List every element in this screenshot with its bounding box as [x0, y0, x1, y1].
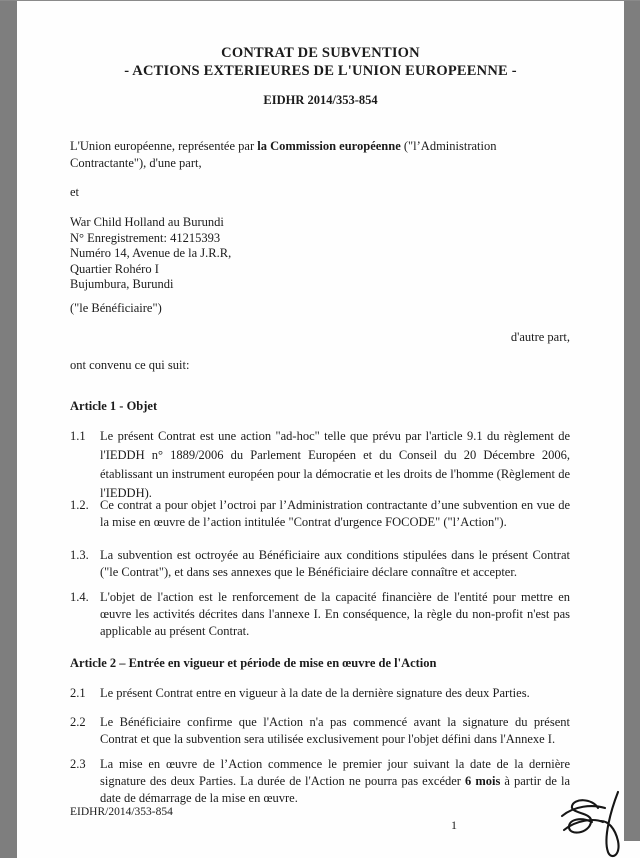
city-country: Bujumbura, Burundi — [70, 277, 174, 291]
clause-2-2-number: 2.2 — [70, 715, 86, 729]
registration-number: N° Enregistrement: 41215393 — [70, 230, 221, 245]
clause-1-4-text: L'objet de l'action est le renforcement de la capacité financière de l'entité pour mettre en œuvre les activités décrites dans l'annexe I. En conséquence, la règle du non-profit n'est pas applicable au présent Contrat. — [100, 590, 570, 638]
intro-post: ("l’Administration Contractante"), d'une part, — [70, 139, 497, 170]
clause-2-2-text: Le Bénéficiaire confirme que l'Action n'a pas commencé avant la signature du présent Contrat et que la subvention sera utilisée exclusivement pour l'objet défini dans l'Annexe I. — [100, 715, 570, 746]
clause-1-4 — [70, 589, 570, 640]
clause-2-3 — [70, 756, 570, 807]
intro-paragraph — [70, 138, 528, 172]
clause-2-3-text — [100, 756, 570, 807]
clause-2-3-bold: 6 mois — [465, 774, 501, 788]
title-line-2: - ACTIONS EXTERIEURES DE L'UNION EUROPEENNE - — [124, 63, 517, 79]
clause-2-3-pre: La mise en œuvre de l’Action commence le premier jour suivant la date de la dernière signature des deux Parties. La durée de l'Action ne pourra pas excéder — [100, 757, 570, 788]
document-title — [17, 44, 624, 80]
clause-1-2 — [70, 497, 570, 531]
connector-et: et — [70, 185, 80, 199]
page-number: 1 — [451, 818, 457, 832]
clause-2-1-number: 2.1 — [70, 686, 86, 700]
title-line-1: CONTRAT DE SUBVENTION — [221, 45, 420, 61]
clause-2-1 — [70, 685, 570, 702]
clause-2-3-number: 2.3 — [70, 757, 86, 771]
scan-edge-top — [0, 0, 640, 1]
clause-2-1-text: Le présent Contrat entre en vigueur à la date de la dernière signature des deux Parties. — [100, 686, 530, 700]
clause-1-3-text: La subvention est octroyée au Bénéficiaire aux conditions stipulées dans le présent Contrat ("le Contrat"), et dans ses annexes que le Bénéficiaire déclare connaître et accepter. — [100, 548, 570, 579]
clause-2-3-post: à partir de la date de démarrage de la mise en œuvre. — [100, 774, 571, 805]
clause-1-2-text: Ce contrat a pour objet l’octroi par l’Administration contractante d’une subvention en vue de la mise en œuvre de l’action intitulée "Contrat d'urgence FOCODE" ("l’Action"). — [100, 498, 570, 529]
beneficiary-address — [70, 215, 490, 293]
clause-2-2 — [70, 714, 570, 748]
contract-reference: EIDHR 2014/353-854 — [263, 93, 378, 107]
clause-1-3-number: 1.3. — [70, 548, 89, 562]
clause-1-1 — [70, 427, 570, 503]
handwritten-initials-icon — [558, 786, 630, 858]
district: Quartier Rohéro I — [70, 261, 159, 276]
footer-reference: EIDHR/2014/353-854 — [70, 806, 173, 818]
intro-bold: la Commission européenne — [257, 139, 401, 153]
clause-1-4-number: 1.4. — [70, 590, 89, 604]
intro-pre: L'Union européenne, représentée par — [70, 139, 258, 153]
other-part-line: d'autre part, — [510, 330, 570, 344]
beneficiary-label: ("le Bénéficiaire") — [70, 301, 162, 315]
clause-1-1-number: 1.1 — [70, 429, 86, 443]
clause-1-2-number: 1.2. — [70, 498, 89, 512]
street-address: Numéro 14, Avenue de la J.R.R, — [70, 246, 232, 260]
clause-1-3 — [70, 547, 570, 581]
article-2-heading: Article 2 – Entrée en vigueur et période de mise en œuvre de l'Action — [70, 656, 437, 670]
scan-edge-right — [624, 0, 640, 841]
beneficiary-name: War Child Holland au Burundi — [70, 215, 224, 229]
agreement-line: ont convenu ce qui suit: — [70, 358, 190, 372]
clause-1-1-text: Le présent Contrat est une action "ad-hoc" telle que prévu par l'article 9.1 du règlement de l'IEDDH n° 1889/2006 du Parlement Européen et du Conseil du 20 Décembre 2006, établissant un instrument européen pour la démocratie et les droits de l'homme (Règlement de l'IEDDH). — [100, 429, 570, 500]
article-1-heading: Article 1 - Objet — [70, 399, 158, 413]
scan-edge-left — [0, 0, 17, 858]
